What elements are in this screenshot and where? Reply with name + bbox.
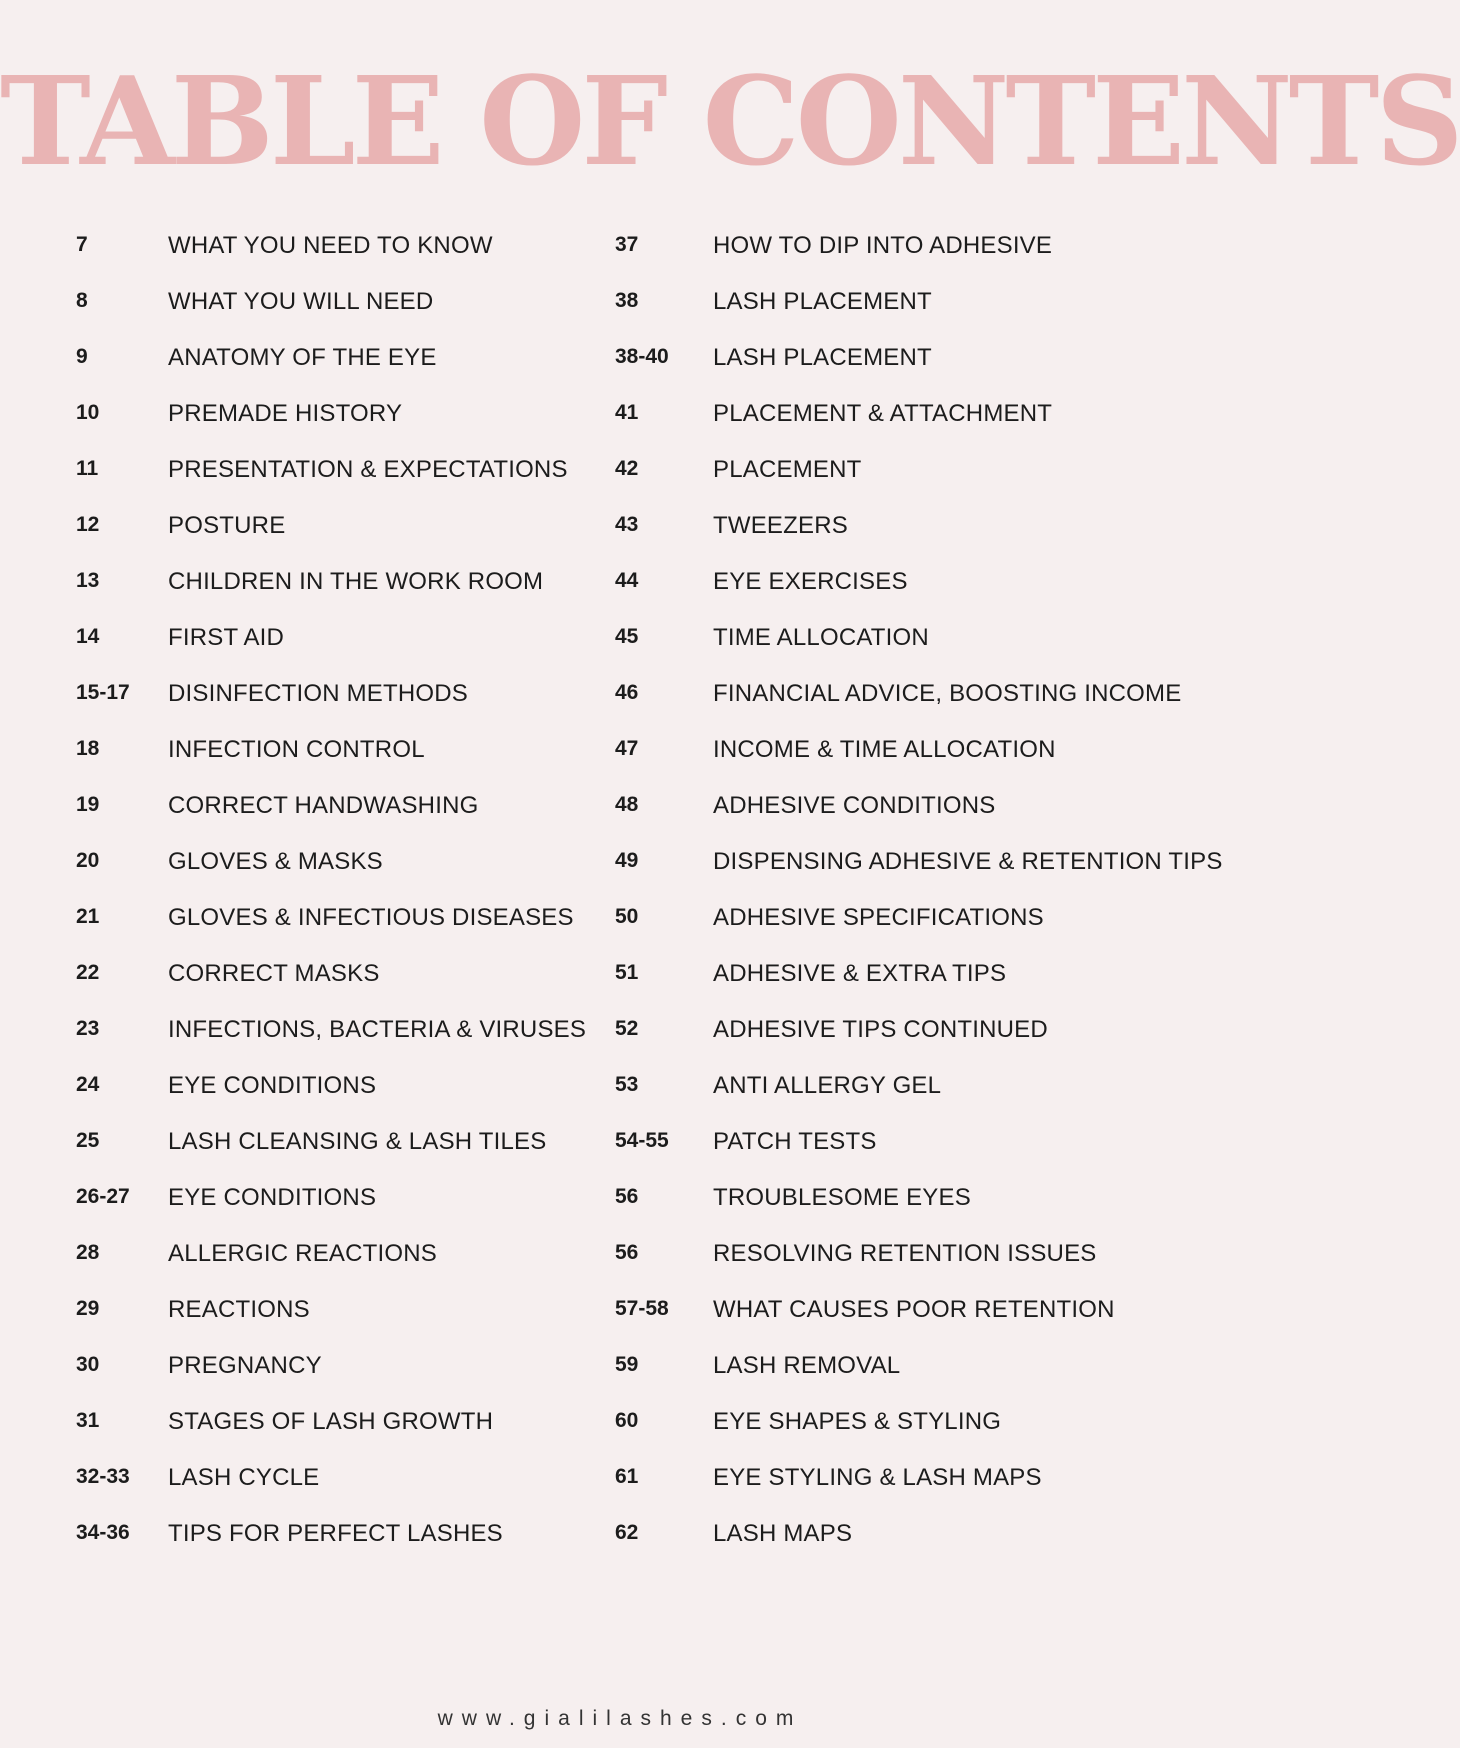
toc-entry <box>615 1182 1235 1238</box>
toc-section-title: ADHESIVE & EXTRA TIPS <box>713 960 1007 987</box>
toc-entry <box>615 454 1235 510</box>
toc-section-title: LASH PLACEMENT <box>713 344 932 371</box>
toc-page-number: 56 <box>615 1241 639 1264</box>
toc-section-title: LASH CLEANSING & LASH TILES <box>168 1128 547 1155</box>
toc-entry <box>615 1070 1235 1126</box>
toc-section-title: DISPENSING ADHESIVE & RETENTION TIPS <box>713 848 1223 875</box>
toc-section-title: PRESENTATION & EXPECTATIONS <box>168 456 568 483</box>
toc-section-title: TIME ALLOCATION <box>713 624 929 651</box>
toc-page-number: 52 <box>615 1017 639 1040</box>
toc-page-number: 19 <box>76 793 100 816</box>
toc-page-number: 8 <box>76 289 88 312</box>
toc-section-title: CORRECT HANDWASHING <box>168 792 479 819</box>
toc-page-number: 37 <box>615 233 639 256</box>
toc-section-title: STAGES OF LASH GROWTH <box>168 1408 494 1435</box>
toc-left-column <box>76 230 587 1574</box>
toc-page-number: 48 <box>615 793 639 816</box>
toc-page-number: 56 <box>615 1185 639 1208</box>
toc-page-number: 30 <box>76 1353 100 1376</box>
toc-section-title: CORRECT MASKS <box>168 960 380 987</box>
toc-entry <box>76 678 566 734</box>
toc-page-number: 45 <box>615 625 639 648</box>
toc-page-number: 12 <box>76 513 100 536</box>
toc-entry <box>76 286 566 342</box>
toc-page-number: 28 <box>76 1241 100 1264</box>
toc-section-title: TROUBLESOME EYES <box>713 1184 971 1211</box>
toc-page-number: 9 <box>76 345 88 368</box>
toc-page-number: 60 <box>615 1409 639 1432</box>
toc-page-number: 10 <box>76 401 100 424</box>
toc-section-title: INFECTION CONTROL <box>168 736 425 763</box>
toc-section-title: FINANCIAL ADVICE, BOOSTING INCOME <box>713 680 1182 707</box>
toc-section-title: TIPS FOR PERFECT LASHES <box>168 1520 503 1547</box>
toc-page-number: 34-36 <box>76 1521 130 1544</box>
toc-entry <box>615 510 1235 566</box>
toc-section-title: LASH MAPS <box>713 1520 853 1547</box>
toc-page-number: 21 <box>76 905 100 928</box>
toc-entry <box>615 1350 1235 1406</box>
toc-section-title: DISINFECTION METHODS <box>168 680 469 707</box>
toc-page-number: 14 <box>76 625 100 648</box>
toc-section-title: ADHESIVE SPECIFICATIONS <box>713 904 1044 931</box>
toc-entry <box>615 566 1235 622</box>
toc-section-title: ADHESIVE CONDITIONS <box>713 792 996 819</box>
toc-section-title: POSTURE <box>168 512 286 539</box>
toc-page-number: 29 <box>76 1297 100 1320</box>
toc-entry <box>76 1350 566 1406</box>
toc-page-number: 31 <box>76 1409 100 1432</box>
toc-section-title: ADHESIVE TIPS CONTINUED <box>713 1016 1048 1043</box>
toc-right-column <box>615 230 1235 1574</box>
toc-page-number: 57-58 <box>615 1297 669 1320</box>
toc-entry <box>76 342 566 398</box>
footer-website: www.gialilashes.com <box>437 1707 803 1730</box>
toc-page-number: 61 <box>615 1465 639 1488</box>
toc-page-number: 23 <box>76 1017 100 1040</box>
toc-entry <box>76 1126 566 1182</box>
toc-section-title: LASH PLACEMENT <box>713 288 932 315</box>
toc-page-number: 41 <box>615 401 639 424</box>
toc-page-number: 43 <box>615 513 639 536</box>
toc-entry <box>615 230 1235 286</box>
toc-section-title: FIRST AID <box>168 624 285 651</box>
toc-entry <box>76 398 566 454</box>
toc-entry <box>615 734 1235 790</box>
toc-entry <box>615 398 1235 454</box>
toc-section-title: EYE CONDITIONS <box>168 1184 377 1211</box>
toc-page-number: 46 <box>615 681 639 704</box>
toc-entry <box>615 1294 1235 1350</box>
toc-section-title: EYE EXERCISES <box>713 568 908 595</box>
toc-section-title: LASH CYCLE <box>168 1464 320 1491</box>
toc-page-number: 26-27 <box>76 1185 130 1208</box>
page-title: TABLE OF CONTENTS <box>0 49 1460 193</box>
toc-page-number: 15-17 <box>76 681 130 704</box>
toc-entry <box>615 1014 1235 1070</box>
toc-entry <box>76 1518 566 1574</box>
toc-entry <box>76 454 566 510</box>
toc-section-title: PATCH TESTS <box>713 1128 877 1155</box>
toc-entry <box>615 1462 1235 1518</box>
toc-entry <box>615 622 1235 678</box>
toc-page-number: 20 <box>76 849 100 872</box>
toc-section-title: PLACEMENT <box>713 456 862 483</box>
toc-entry <box>615 790 1235 846</box>
toc-page-number: 7 <box>76 233 88 256</box>
toc-section-title: ALLERGIC REACTIONS <box>168 1240 437 1267</box>
toc-page-number: 54-55 <box>615 1129 669 1152</box>
toc-entry <box>615 286 1235 342</box>
toc-entry <box>76 1014 587 1070</box>
toc-section-title: ANATOMY OF THE EYE <box>168 344 437 371</box>
toc-entry <box>615 1518 1235 1574</box>
toc-page-number: 53 <box>615 1073 639 1096</box>
toc-section-title: CHILDREN IN THE WORK ROOM <box>168 568 544 595</box>
toc-page-number: 32-33 <box>76 1465 130 1488</box>
toc-entry <box>615 1406 1235 1462</box>
toc-entry <box>615 342 1235 398</box>
toc-section-title: TWEEZERS <box>713 512 848 539</box>
toc-entry <box>76 846 566 902</box>
toc-section-title: LASH REMOVAL <box>713 1352 901 1379</box>
toc-section-title: ANTI ALLERGY GEL <box>713 1072 942 1099</box>
toc-section-title: WHAT YOU WILL NEED <box>168 288 434 315</box>
toc-entry <box>76 1462 566 1518</box>
toc-entry <box>76 1182 566 1238</box>
toc-entry <box>76 230 566 286</box>
toc-page-number: 38-40 <box>615 345 669 368</box>
toc-page-number: 51 <box>615 961 639 984</box>
toc-entry <box>615 846 1235 902</box>
toc-page-number: 25 <box>76 1129 100 1152</box>
toc-section-title: INFECTIONS, BACTERIA & VIRUSES <box>168 1016 587 1043</box>
toc-section-title: WHAT CAUSES POOR RETENTION <box>713 1296 1115 1323</box>
toc-entry <box>615 1238 1235 1294</box>
toc-section-title: PREMADE HISTORY <box>168 400 403 427</box>
toc-section-title: REACTIONS <box>168 1296 310 1323</box>
toc-entry <box>76 510 566 566</box>
toc-section-title: EYE CONDITIONS <box>168 1072 377 1099</box>
toc-section-title: HOW TO DIP INTO ADHESIVE <box>713 232 1053 259</box>
toc-entry <box>76 790 566 846</box>
toc-section-title: INCOME & TIME ALLOCATION <box>713 736 1056 763</box>
toc-entry <box>76 902 574 958</box>
toc-entry <box>76 1238 566 1294</box>
toc-page-number: 44 <box>615 569 639 592</box>
toc-entry <box>615 678 1235 734</box>
toc-page-number: 22 <box>76 961 100 984</box>
toc-section-title: WHAT YOU NEED TO KNOW <box>168 232 493 259</box>
toc-section-title: EYE SHAPES & STYLING <box>713 1408 1002 1435</box>
toc-section-title: RESOLVING RETENTION ISSUES <box>713 1240 1097 1267</box>
toc-section-title: GLOVES & MASKS <box>168 848 383 875</box>
toc-page-number: 42 <box>615 457 639 480</box>
toc-section-title: EYE STYLING & LASH MAPS <box>713 1464 1042 1491</box>
toc-page-number: 13 <box>76 569 100 592</box>
toc-page-number: 62 <box>615 1521 639 1544</box>
toc-entry <box>615 902 1235 958</box>
toc-entry <box>76 1406 566 1462</box>
toc-page-number: 47 <box>615 737 639 760</box>
toc-page-number: 49 <box>615 849 639 872</box>
toc-section-title: GLOVES & INFECTIOUS DISEASES <box>168 904 574 931</box>
toc-entry <box>76 622 566 678</box>
toc-entry <box>615 1126 1235 1182</box>
toc-entry <box>76 1294 566 1350</box>
toc-entry <box>76 1070 566 1126</box>
toc-page-number: 18 <box>76 737 100 760</box>
toc-section-title: PREGNANCY <box>168 1352 322 1379</box>
toc-section-title: PLACEMENT & ATTACHMENT <box>713 400 1053 427</box>
toc-page-number: 59 <box>615 1353 639 1376</box>
toc-entry <box>76 958 566 1014</box>
toc-entry <box>615 958 1235 1014</box>
toc-entry <box>76 566 566 622</box>
toc-page-number: 11 <box>76 457 99 480</box>
toc-page-number: 50 <box>615 905 639 928</box>
toc-entry <box>76 734 566 790</box>
toc-page-number: 38 <box>615 289 639 312</box>
toc-page-number: 24 <box>76 1073 100 1096</box>
